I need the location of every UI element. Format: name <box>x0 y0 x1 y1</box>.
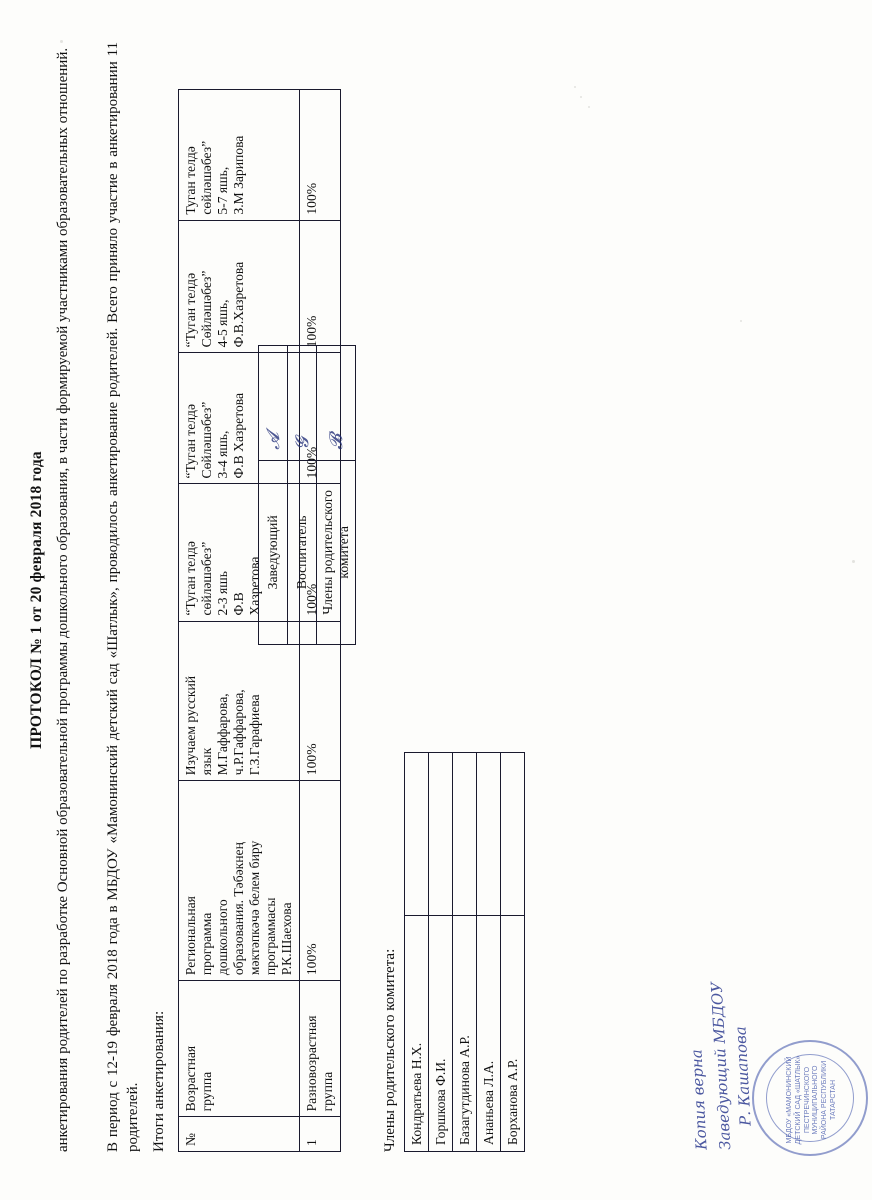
header-tugan-telde-5-7: Туган телдә сөйләшәбез” 5-7 яшь, З.М Зарипова <box>179 90 300 221</box>
handwritten-position: Заведующий МБДОУ <box>707 981 735 1151</box>
list-item <box>501 753 525 1152</box>
signature-cell <box>259 346 288 461</box>
header-russian-language: Изучаем русский язык М.Гаффарова, ч.Р.Гаффарова, Г.З.Гарафиева <box>179 621 300 781</box>
handwritten-signature: 𝓖 <box>291 437 313 450</box>
handwritten-name: Р. Кашапова <box>731 1025 755 1127</box>
signature-cell <box>288 346 317 461</box>
roles-row <box>288 346 317 645</box>
paragraph-period: В период с 12-19 февраля 2018 года в МБДОУ «Мамонинский детский сад «Шатлык», проводилось анкетирование родителей. Всего приняло участие в анкетировании 11 родителей. <box>105 42 141 1152</box>
member-name: Кондратьева Н.Х. <box>405 916 429 1152</box>
member-signature <box>405 753 429 916</box>
page-title: ПРОТОКОЛ № 1 от 20 февраля 2018 года <box>28 451 45 749</box>
committee-heading: Члены родительского комитета: <box>382 948 398 1152</box>
stamp-text: МБДОУ «МАМОНИНСКИЙ ДЕТСКИЙ САД «ШАТЛЫК» ПЕСТРЕЧИНСКОГО МУНИЦИПАЛЬНОГО РАЙОНА РЕСПУБЛИКИ ТАТАРСТАН <box>786 1055 837 1145</box>
list-item <box>429 753 453 1152</box>
cell-value-russian: 100% <box>300 621 341 781</box>
header-number: № <box>179 1117 300 1152</box>
member-name: Горшкова Ф.И. <box>429 916 453 1152</box>
header-tugan-telde-3-4: “Туган телдә Сөйләшәбез” 3-4 яшь, Ф.В Хазретова <box>179 353 300 484</box>
member-name: Ананьева Л.А. <box>477 916 501 1152</box>
member-signature <box>477 753 501 916</box>
cell-value-regional: 100% <box>300 781 341 981</box>
member-signature <box>429 753 453 916</box>
role-label-head: Заведующий <box>259 460 288 644</box>
cell-number: 1 <box>300 1117 341 1152</box>
header-tugan-telde-4-5: “Туган телдә Сөйләшәбез” 4-5 яшь, Ф.В.Хазретова <box>179 220 300 353</box>
handwritten-signature: 𝓑 <box>325 433 347 450</box>
signature-cell <box>317 346 356 461</box>
roles-row <box>317 346 356 645</box>
cell-age-group: Разновозрастная группа <box>300 981 341 1117</box>
header-regional-program: Региональная программа дошкольного образования. Тәбәкнең мәктәпкәчә белем биру программасы Р.К.Шаехова <box>179 781 300 981</box>
cell-value-tugan-5-7: 100% <box>300 90 341 221</box>
paragraph-results-heading: Итоги анкетирования: <box>151 1010 167 1152</box>
role-label-committee: Члены родительского комитета <box>317 460 356 644</box>
member-name: Борханова А.Р. <box>501 916 525 1152</box>
roles-signature-table <box>258 345 356 645</box>
cell-value-tugan-4-5: 100% <box>300 220 341 353</box>
member-signature <box>453 753 477 916</box>
header-tugan-telde-2-3: “Туган телдә сөйләшәбез” 2-3 яшь Ф.В Хазретова <box>179 484 300 621</box>
member-name: Базагутдинова А.Р. <box>453 916 477 1152</box>
member-signature <box>501 753 525 916</box>
role-label-teacher: Воспитатель <box>288 460 317 644</box>
list-item <box>405 753 429 1152</box>
list-item <box>477 753 501 1152</box>
handwritten-copy-verified: Копия верна <box>687 1048 711 1151</box>
roles-row <box>259 346 288 645</box>
list-item <box>453 753 477 1152</box>
cell-value-tugan-3-4: 100% <box>300 353 341 484</box>
paragraph-subject: анкетирования родителей по разработке Основной образовательной программы дошкольного образования, в части формируемой участниками образовательных отношений. <box>55 47 71 1152</box>
committee-members-table <box>404 752 525 1152</box>
header-age-group: Возрастная группа <box>179 981 300 1117</box>
cell-value-tugan-2-3: 100% <box>300 484 341 621</box>
handwritten-signature: 𝓐 <box>262 432 284 450</box>
